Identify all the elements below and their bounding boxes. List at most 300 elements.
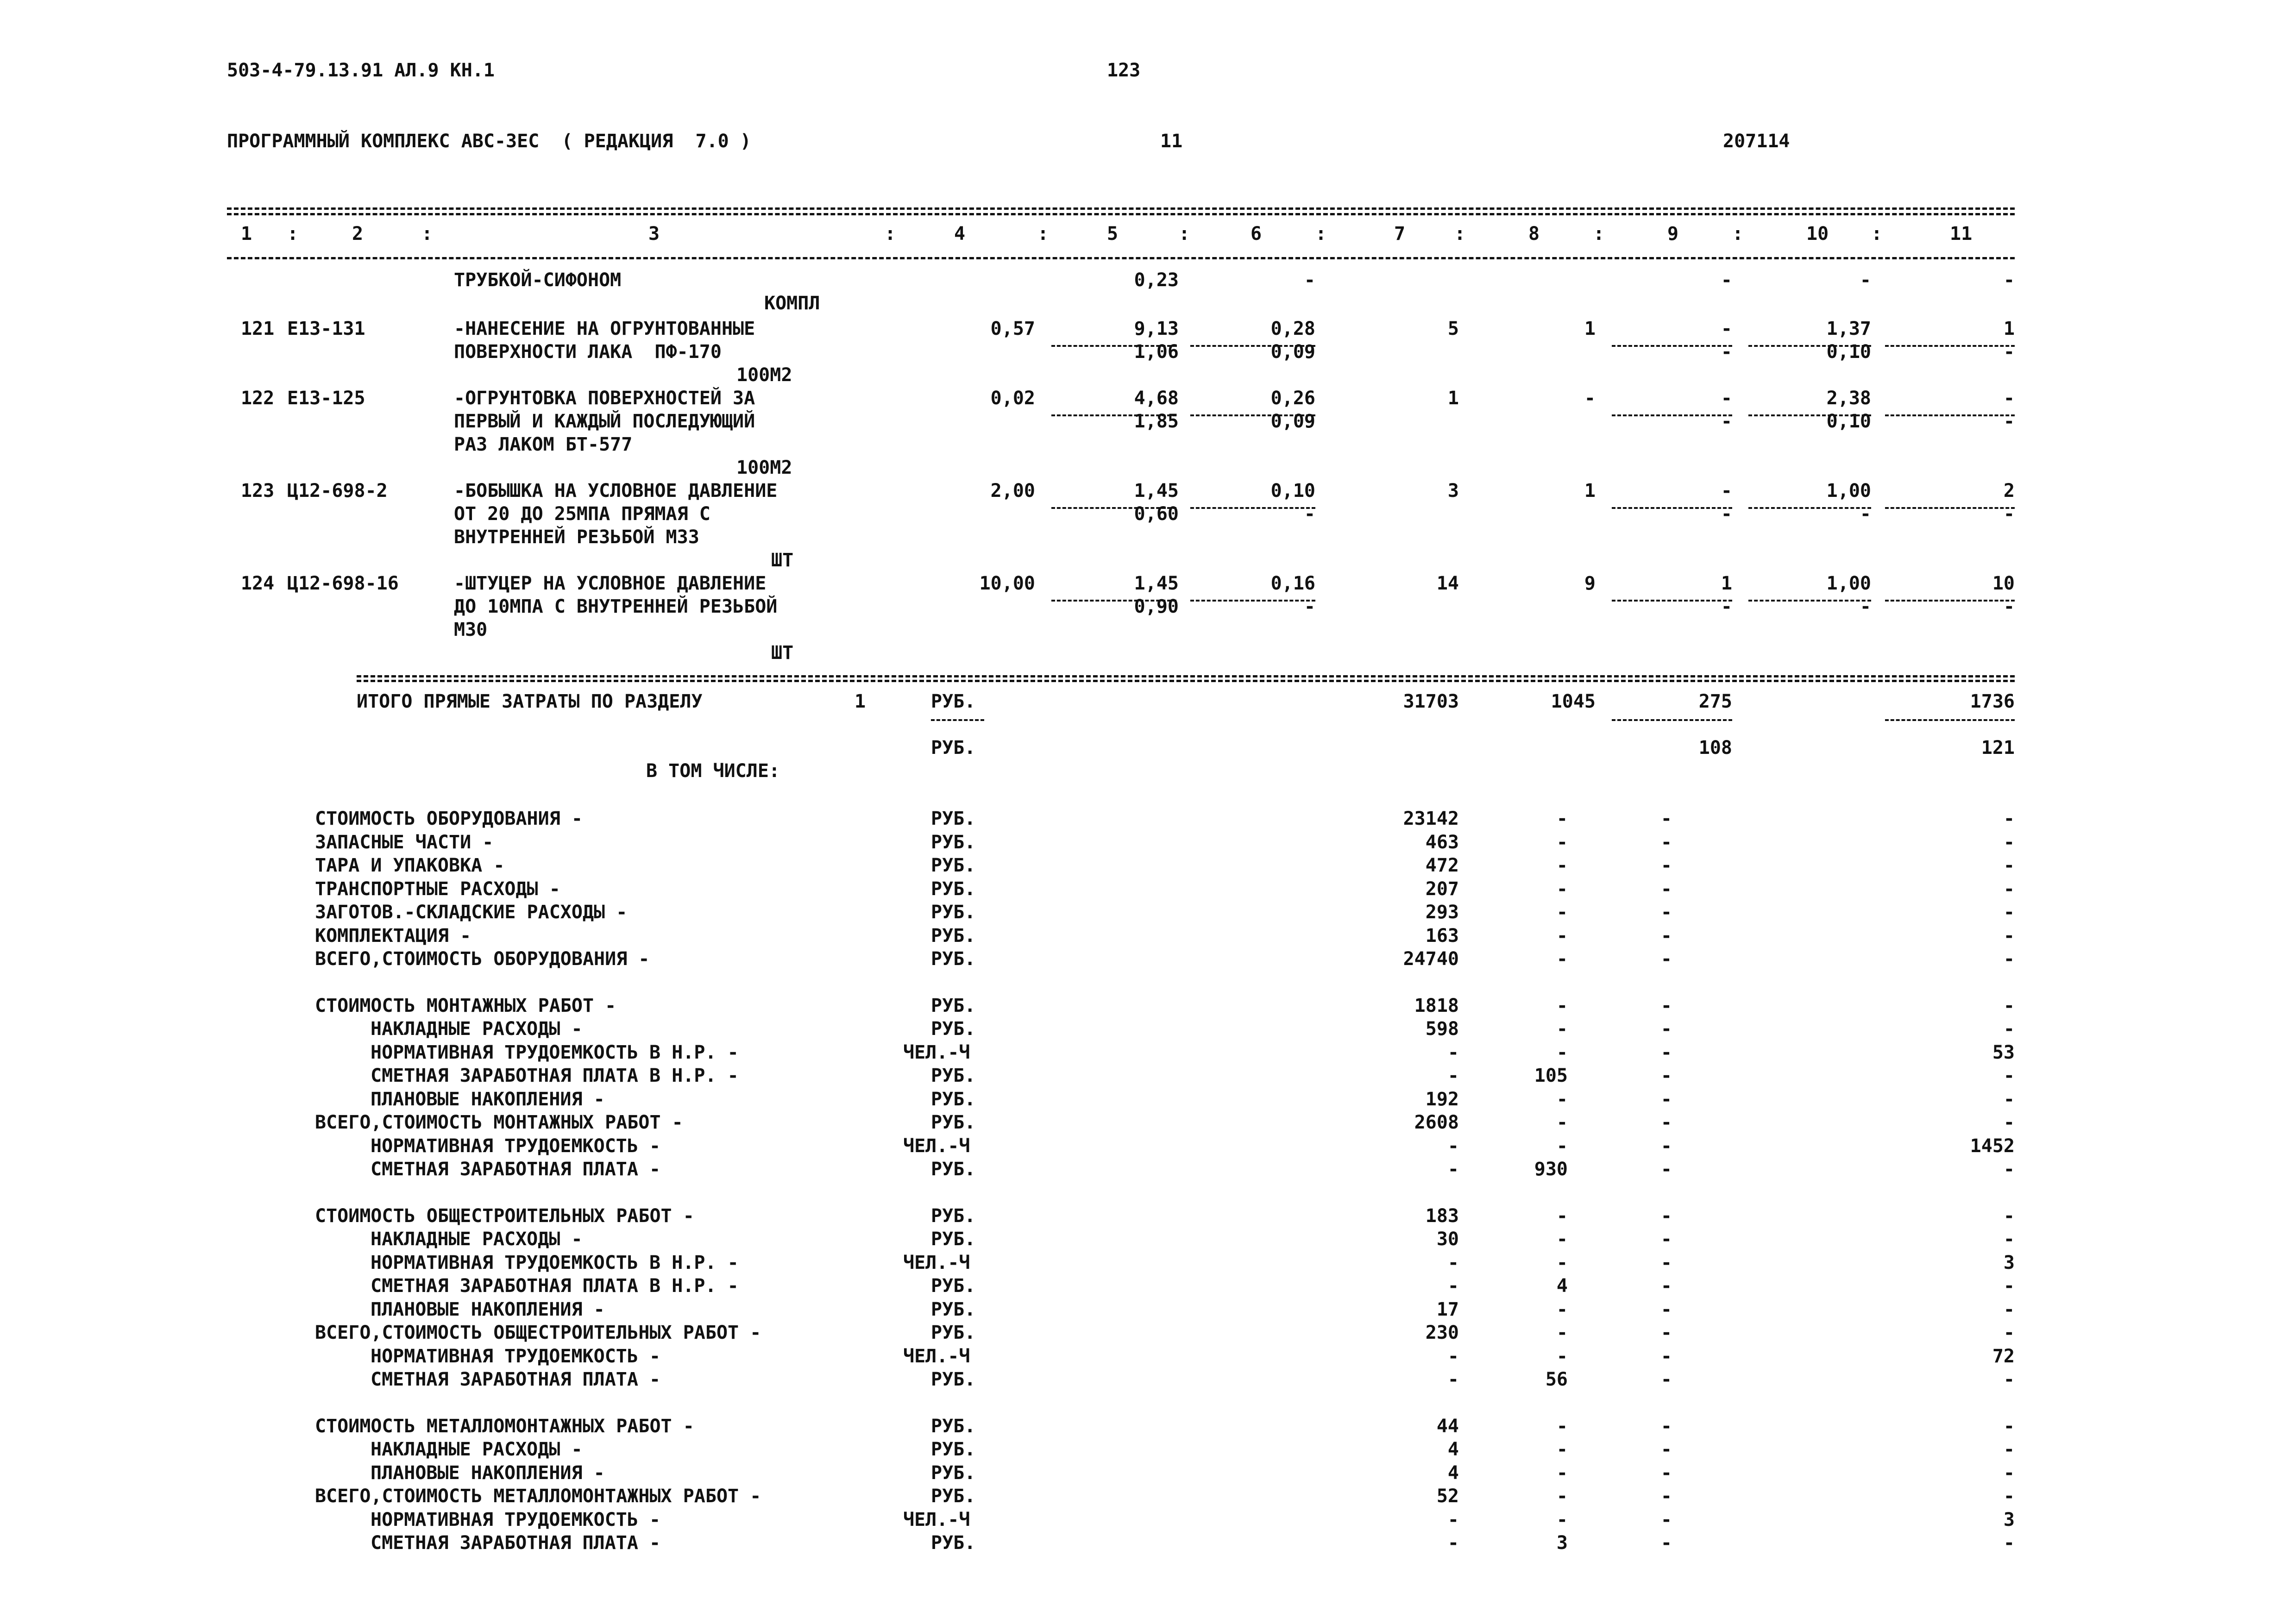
total-c9b: 108 bbox=[1698, 737, 1732, 759]
doc-code: 503-4-79.13.91 АЛ.9 КН.1 bbox=[227, 60, 495, 81]
summary-c11: - bbox=[2003, 1159, 2015, 1180]
work-description: -ОГРУНТОВКА ПОВЕРХНОСТЕЙ ЗА bbox=[454, 388, 755, 409]
summary-label: СТОИМОСТЬ МОНТАЖНЫХ РАБОТ - bbox=[315, 995, 616, 1016]
summary-c11: - bbox=[2003, 1369, 2015, 1390]
value-c6b: - bbox=[1304, 596, 1315, 617]
value-c5b: 0,60 bbox=[1134, 503, 1179, 525]
summary-c9: - bbox=[1660, 1135, 1672, 1157]
summary-c11: - bbox=[2003, 831, 2015, 853]
value-c6b: 0,09 bbox=[1270, 411, 1315, 432]
summary-c7: 472 bbox=[1425, 855, 1459, 876]
summary-unit: РУБ. bbox=[931, 878, 976, 900]
summary-unit: РУБ. bbox=[931, 948, 976, 970]
summary-c8: - bbox=[1556, 1415, 1568, 1437]
summary-c7: 230 bbox=[1425, 1322, 1459, 1343]
summary-unit: ЧЕЛ.-Ч bbox=[903, 1252, 970, 1273]
summary-c7: - bbox=[1447, 1275, 1459, 1297]
summary-c11: - bbox=[2003, 925, 2015, 947]
value-c9: - bbox=[1721, 388, 1732, 409]
summary-c7: 1818 bbox=[1414, 995, 1459, 1016]
value-c8: 9 bbox=[1584, 573, 1596, 594]
summary-c8: - bbox=[1556, 1322, 1568, 1343]
total-c7: 31703 bbox=[1403, 691, 1459, 712]
summary-c7: - bbox=[1447, 1135, 1459, 1157]
summary-c9: - bbox=[1660, 1205, 1672, 1227]
summary-c7: - bbox=[1447, 1065, 1459, 1086]
column-separator: : bbox=[1593, 223, 1605, 245]
value-c4: 0,02 bbox=[990, 388, 1035, 409]
summary-label: НОРМАТИВНАЯ ТРУДОЕМКОСТЬ - bbox=[371, 1345, 661, 1367]
summary-label: ТРАНСПОРТНЫЕ РАСХОДЫ - bbox=[315, 878, 560, 900]
summary-unit: РУБ. bbox=[931, 1532, 976, 1554]
summary-c8: - bbox=[1556, 902, 1568, 923]
summary-label: ЗАГОТОВ.-СКЛАДСКИЕ РАСХОДЫ - bbox=[315, 902, 628, 923]
value-c4: 0,57 bbox=[990, 318, 1035, 339]
summary-c9: - bbox=[1660, 1065, 1672, 1086]
summary-c9: - bbox=[1660, 1509, 1672, 1530]
summary-c8: - bbox=[1556, 1135, 1568, 1157]
summary-c11: 72 bbox=[1992, 1345, 2015, 1367]
value-c8: - bbox=[1584, 388, 1596, 409]
value-c10b: - bbox=[1860, 596, 1871, 617]
work-description: ПЕРВЫЙ И КАЖДЫЙ ПОСЛЕДУЮЩИЙ bbox=[454, 411, 755, 432]
total-sub-rule bbox=[1612, 719, 1732, 721]
column-header-10: 10 bbox=[1806, 223, 1829, 245]
summary-c7: 24740 bbox=[1403, 948, 1459, 970]
summary-c7: 23142 bbox=[1403, 808, 1459, 829]
value-c8: 1 bbox=[1584, 480, 1596, 502]
total-c11: 1736 bbox=[1970, 691, 2015, 712]
summary-c7: - bbox=[1447, 1509, 1459, 1530]
summary-c11: - bbox=[2003, 808, 2015, 829]
value-c6b: 0,09 bbox=[1270, 341, 1315, 363]
summary-unit: РУБ. bbox=[931, 1065, 976, 1086]
value-c10: 1,37 bbox=[1826, 318, 1871, 339]
summary-c8: - bbox=[1556, 1041, 1568, 1063]
work-description: -НАНЕСЕНИЕ НА ОГРУНТОВАННЫЕ bbox=[454, 318, 755, 339]
column-separator: : bbox=[287, 223, 299, 245]
summary-c9: - bbox=[1660, 808, 1672, 829]
summary-c9: - bbox=[1660, 1462, 1672, 1484]
value-c6b: - bbox=[1304, 503, 1315, 525]
value-c10b: 0,10 bbox=[1826, 341, 1871, 363]
header-rule-bottom bbox=[227, 257, 2015, 259]
summary-c7: 4 bbox=[1447, 1462, 1459, 1484]
value-c9b: - bbox=[1721, 596, 1732, 617]
summary-c7: - bbox=[1447, 1252, 1459, 1273]
total-c8: 1045 bbox=[1551, 691, 1596, 712]
summary-c8: - bbox=[1556, 948, 1568, 970]
summary-c11: - bbox=[2003, 1462, 2015, 1484]
summary-unit: РУБ. bbox=[931, 1112, 976, 1133]
summary-label: СМЕТНАЯ ЗАРАБОТНАЯ ПЛАТА - bbox=[371, 1532, 661, 1554]
summary-c9: - bbox=[1660, 1532, 1672, 1554]
rate-code: Ц12-698-2 bbox=[287, 480, 388, 502]
summary-c7: 4 bbox=[1447, 1439, 1459, 1460]
summary-c11: - bbox=[2003, 1018, 2015, 1040]
summary-label: СТОИМОСТЬ ОБОРУДОВАНИЯ - bbox=[315, 808, 583, 829]
summary-c9: - bbox=[1660, 1159, 1672, 1180]
summary-label: ВСЕГО,СТОИМОСТЬ ОБОРУДОВАНИЯ - bbox=[315, 948, 650, 970]
summary-label: ТАРА И УПАКОВКА - bbox=[315, 855, 505, 876]
value-c6: 0,16 bbox=[1270, 573, 1315, 594]
summary-unit: РУБ. bbox=[931, 1229, 976, 1250]
work-description: -ШТУЦЕР НА УСЛОВНОЕ ДАВЛЕНИЕ bbox=[454, 573, 767, 594]
summary-c8: - bbox=[1556, 808, 1568, 829]
summary-unit: РУБ. bbox=[931, 1415, 976, 1437]
summary-c7: 183 bbox=[1425, 1205, 1459, 1227]
summary-c8: - bbox=[1556, 1509, 1568, 1530]
value-c11b: - bbox=[2003, 341, 2015, 363]
value-c5b: 0,23 bbox=[1134, 270, 1179, 291]
summary-c11: - bbox=[2003, 1275, 2015, 1297]
summary-label: СМЕТНАЯ ЗАРАБОТНАЯ ПЛАТА В Н.Р. - bbox=[371, 1065, 739, 1086]
rate-code: Ц12-698-16 bbox=[287, 573, 399, 594]
summary-c9: - bbox=[1660, 1486, 1672, 1507]
summary-c11: - bbox=[2003, 1486, 2015, 1507]
work-description: ТРУБКОЙ-СИФОНОМ bbox=[454, 270, 622, 291]
summary-c9: - bbox=[1660, 1041, 1672, 1063]
summary-c9: - bbox=[1660, 1298, 1672, 1320]
summary-c7: 463 bbox=[1425, 831, 1459, 853]
summary-c11: - bbox=[2003, 855, 2015, 876]
summary-c8: - bbox=[1556, 925, 1568, 947]
total-c11b: 121 bbox=[1981, 737, 2015, 759]
summary-c8: - bbox=[1556, 1486, 1568, 1507]
summary-c8: - bbox=[1556, 1462, 1568, 1484]
summary-c8: - bbox=[1556, 1112, 1568, 1133]
value-c7: 3 bbox=[1447, 480, 1459, 502]
summary-c8: - bbox=[1556, 1345, 1568, 1367]
summary-c8: - bbox=[1556, 1252, 1568, 1273]
summary-unit: ЧЕЛ.-Ч bbox=[903, 1135, 970, 1157]
summary-c7: 192 bbox=[1425, 1088, 1459, 1110]
summary-unit: РУБ. bbox=[931, 1018, 976, 1040]
summary-c11: - bbox=[2003, 1439, 2015, 1460]
summary-c9: - bbox=[1660, 831, 1672, 853]
column-header-11: 11 bbox=[1950, 223, 1973, 245]
summary-c7: 17 bbox=[1436, 1298, 1459, 1320]
value-c9b: - bbox=[1721, 341, 1732, 363]
summary-c8: - bbox=[1556, 1298, 1568, 1320]
value-c9b: - bbox=[1721, 503, 1732, 525]
summary-label: СМЕТНАЯ ЗАРАБОТНАЯ ПЛАТА - bbox=[371, 1159, 661, 1180]
summary-c9: - bbox=[1660, 1322, 1672, 1343]
summary-c9: - bbox=[1660, 1229, 1672, 1250]
summary-label: ПЛАНОВЫЕ НАКОПЛЕНИЯ - bbox=[371, 1462, 605, 1484]
value-c7: 5 bbox=[1447, 318, 1459, 339]
column-separator: : bbox=[1315, 223, 1327, 245]
summary-c8: - bbox=[1556, 1088, 1568, 1110]
rate-code: Е13-125 bbox=[287, 388, 365, 409]
column-header-9: 9 bbox=[1667, 223, 1679, 245]
summary-c11: 3 bbox=[2003, 1509, 2015, 1530]
column-separator: : bbox=[1732, 223, 1744, 245]
summary-c8: - bbox=[1556, 1018, 1568, 1040]
value-c11: 10 bbox=[1992, 573, 2015, 594]
value-c11b: - bbox=[2003, 503, 2015, 525]
including-heading: В ТОМ ЧИСЛЕ: bbox=[646, 760, 780, 782]
rate-code: Е13-131 bbox=[287, 318, 365, 339]
summary-unit: РУБ. bbox=[931, 1439, 976, 1460]
summary-label: СМЕТНАЯ ЗАРАБОТНАЯ ПЛАТА - bbox=[371, 1369, 661, 1390]
summary-c8: 4 bbox=[1556, 1275, 1568, 1297]
total-sub-rule bbox=[1885, 719, 2015, 721]
summary-c8: 930 bbox=[1534, 1159, 1568, 1180]
summary-c7: 163 bbox=[1425, 925, 1459, 947]
summary-c7: - bbox=[1447, 1369, 1459, 1390]
sheet-number: 11 bbox=[1160, 131, 1183, 152]
value-c11: 2 bbox=[2003, 480, 2015, 502]
work-description: ОТ 20 ДО 25МПА ПРЯМАЯ С bbox=[454, 503, 710, 525]
summary-c9: - bbox=[1660, 1275, 1672, 1297]
summary-unit: ЧЕЛ.-Ч bbox=[903, 1345, 970, 1367]
value-c9: - bbox=[1721, 480, 1732, 502]
summary-label: НАКЛАДНЫЕ РАСХОДЫ - bbox=[371, 1229, 583, 1250]
column-separator: : bbox=[1179, 223, 1190, 245]
total-unit: РУБ. bbox=[931, 691, 976, 712]
column-header-6: 6 bbox=[1251, 223, 1262, 245]
summary-label: НАКЛАДНЫЕ РАСХОДЫ - bbox=[371, 1018, 583, 1040]
column-header-1: 1 bbox=[241, 223, 252, 245]
summary-unit: РУБ. bbox=[931, 995, 976, 1016]
summary-unit: РУБ. bbox=[931, 1298, 976, 1320]
summary-c11: - bbox=[2003, 1065, 2015, 1086]
value-c10b: 0,10 bbox=[1826, 411, 1871, 432]
row-number: 123 bbox=[241, 480, 275, 502]
column-header-2: 2 bbox=[352, 223, 364, 245]
summary-unit: РУБ. bbox=[931, 925, 976, 947]
value-c8: 1 bbox=[1584, 318, 1596, 339]
column-separator: : bbox=[421, 223, 433, 245]
work-description: М30 bbox=[454, 619, 488, 640]
value-c9: 1 bbox=[1721, 573, 1732, 594]
summary-label: КОМПЛЕКТАЦИЯ - bbox=[315, 925, 471, 947]
summary-label: ПЛАНОВЫЕ НАКОПЛЕНИЯ - bbox=[371, 1298, 605, 1320]
summary-label: НОРМАТИВНАЯ ТРУДОЕМКОСТЬ В Н.Р. - bbox=[371, 1252, 739, 1273]
summary-c9: - bbox=[1660, 1088, 1672, 1110]
summary-c11: - bbox=[2003, 1298, 2015, 1320]
summary-c8: 3 bbox=[1556, 1532, 1568, 1554]
document-code: 207114 bbox=[1723, 131, 1790, 152]
value-c6: 0,26 bbox=[1270, 388, 1315, 409]
summary-unit: РУБ. bbox=[931, 855, 976, 876]
value-c11b: - bbox=[2003, 596, 2015, 617]
summary-c11: - bbox=[2003, 1205, 2015, 1227]
summary-c7: 30 bbox=[1436, 1229, 1459, 1250]
summary-c9: - bbox=[1660, 995, 1672, 1016]
summary-c11: - bbox=[2003, 878, 2015, 900]
summary-label: СТОИМОСТЬ ОБЩЕСТРОИТЕЛЬНЫХ РАБОТ - bbox=[315, 1205, 694, 1227]
summary-unit: РУБ. bbox=[931, 902, 976, 923]
summary-c8: 105 bbox=[1534, 1065, 1568, 1086]
summary-c9: - bbox=[1660, 1112, 1672, 1133]
summary-unit: РУБ. bbox=[931, 808, 976, 829]
value-c4: 10,00 bbox=[979, 573, 1035, 594]
total-label: ИТОГО ПРЯМЫЕ ЗАТРАТЫ ПО РАЗДЕЛУ bbox=[357, 691, 703, 712]
summary-c8: - bbox=[1556, 1439, 1568, 1460]
value-c5: 1,45 bbox=[1134, 573, 1179, 594]
summary-c7: 52 bbox=[1436, 1486, 1459, 1507]
summary-c11: - bbox=[2003, 1532, 2015, 1554]
column-header-7: 7 bbox=[1394, 223, 1406, 245]
summary-c9: - bbox=[1660, 1018, 1672, 1040]
header-rule-top bbox=[227, 207, 2015, 210]
value-c9b: - bbox=[1721, 411, 1732, 432]
summary-c8: - bbox=[1556, 831, 1568, 853]
summary-c9: - bbox=[1660, 855, 1672, 876]
summary-c11: - bbox=[2003, 1229, 2015, 1250]
summary-label: НОРМАТИВНАЯ ТРУДОЕМКОСТЬ - bbox=[371, 1509, 661, 1530]
column-separator: : bbox=[1454, 223, 1466, 245]
summary-c7: 293 bbox=[1425, 902, 1459, 923]
work-description: -БОБЫШКА НА УСЛОВНОЕ ДАВЛЕНИЕ bbox=[454, 480, 778, 502]
value-c10b: - bbox=[1860, 503, 1871, 525]
value-c4: 2,00 bbox=[990, 480, 1035, 502]
summary-label: ЗАПАСНЫЕ ЧАСТИ - bbox=[315, 831, 494, 853]
summary-label: ВСЕГО,СТОИМОСТЬ ОБЩЕСТРОИТЕЛЬНЫХ РАБОТ - bbox=[315, 1322, 761, 1343]
page-number: 123 bbox=[1107, 60, 1141, 81]
summary-c7: 2608 bbox=[1414, 1112, 1459, 1133]
column-header-4: 4 bbox=[954, 223, 966, 245]
summary-c7: 598 bbox=[1425, 1018, 1459, 1040]
summary-c7: - bbox=[1447, 1532, 1459, 1554]
summary-unit: ЧЕЛ.-Ч bbox=[903, 1509, 970, 1530]
summary-c7: 207 bbox=[1425, 878, 1459, 900]
summary-c11: - bbox=[2003, 1088, 2015, 1110]
value-c10: 2,38 bbox=[1826, 388, 1871, 409]
summary-c11: - bbox=[2003, 1415, 2015, 1437]
row-number: 124 bbox=[241, 573, 275, 594]
summary-label: СТОИМОСТЬ МЕТАЛЛОМОНТАЖНЫХ РАБОТ - bbox=[315, 1415, 694, 1437]
summary-c11: - bbox=[2003, 902, 2015, 923]
summary-c7: - bbox=[1447, 1345, 1459, 1367]
summary-c9: - bbox=[1660, 902, 1672, 923]
value-c6b: - bbox=[1304, 270, 1315, 291]
value-c9b: - bbox=[1721, 270, 1732, 291]
work-description: ПОВЕРХНОСТИ ЛАКА ПФ-170 bbox=[454, 341, 722, 363]
summary-unit: РУБ. bbox=[931, 1275, 976, 1297]
summary-unit: РУБ. bbox=[931, 1088, 976, 1110]
value-c11b: - bbox=[2003, 411, 2015, 432]
summary-label: ПЛАНОВЫЕ НАКОПЛЕНИЯ - bbox=[371, 1088, 605, 1110]
value-c10: 1,00 bbox=[1826, 480, 1871, 502]
measure-unit: ШТ bbox=[771, 550, 794, 571]
summary-label: НОРМАТИВНАЯ ТРУДОЕМКОСТЬ - bbox=[371, 1135, 661, 1157]
summary-label: НОРМАТИВНАЯ ТРУДОЕМКОСТЬ В Н.Р. - bbox=[371, 1041, 739, 1063]
value-c7: 14 bbox=[1436, 573, 1459, 594]
summary-c11: - bbox=[2003, 1112, 2015, 1133]
value-c11: - bbox=[2003, 388, 2015, 409]
program-title: ПРОГРАММНЫЙ КОМПЛЕКС АВС-3ЕС ( РЕДАКЦИЯ 7.0 ) bbox=[227, 131, 751, 152]
summary-unit: РУБ. bbox=[931, 1159, 976, 1180]
summary-unit: РУБ. bbox=[931, 1322, 976, 1343]
measure-unit: 100М2 bbox=[736, 364, 792, 386]
work-description: ДО 10МПА С ВНУТРЕННЕЙ РЕЗЬБОЙ bbox=[454, 596, 778, 617]
value-c5: 9,13 bbox=[1134, 318, 1179, 339]
total-unit-rule bbox=[931, 719, 984, 721]
summary-c9: - bbox=[1660, 1439, 1672, 1460]
column-header-5: 5 bbox=[1107, 223, 1119, 245]
summary-c9: - bbox=[1660, 1345, 1672, 1367]
summary-c11: - bbox=[2003, 995, 2015, 1016]
summary-unit: РУБ. bbox=[931, 1369, 976, 1390]
value-c10b: - bbox=[1860, 270, 1871, 291]
summary-unit: РУБ. bbox=[931, 1462, 976, 1484]
total-section: 1 bbox=[855, 691, 866, 712]
summary-c11: - bbox=[2003, 1322, 2015, 1343]
summary-c9: - bbox=[1660, 1252, 1672, 1273]
row-number: 122 bbox=[241, 388, 275, 409]
measure-unit: ШТ bbox=[771, 642, 794, 664]
value-c11b: - bbox=[2003, 270, 2015, 291]
measure-unit: 100М2 bbox=[736, 457, 792, 478]
row-number: 121 bbox=[241, 318, 275, 339]
value-c5: 4,68 bbox=[1134, 388, 1179, 409]
work-description: РАЗ ЛАКОМ БТ-577 bbox=[454, 434, 633, 455]
summary-c8: - bbox=[1556, 995, 1568, 1016]
summary-c9: - bbox=[1660, 1415, 1672, 1437]
value-c7: 1 bbox=[1447, 388, 1459, 409]
summary-c11: - bbox=[2003, 948, 2015, 970]
column-separator: : bbox=[1037, 223, 1049, 245]
summary-c7: - bbox=[1447, 1159, 1459, 1180]
summary-c11: 1452 bbox=[1970, 1135, 2015, 1157]
summary-unit: РУБ. bbox=[931, 831, 976, 853]
summary-c9: - bbox=[1660, 1369, 1672, 1390]
summary-unit: РУБ. bbox=[931, 1205, 976, 1227]
summary-label: СМЕТНАЯ ЗАРАБОТНАЯ ПЛАТА В Н.Р. - bbox=[371, 1275, 739, 1297]
total-unit-2: РУБ. bbox=[931, 737, 976, 759]
summary-c9: - bbox=[1660, 925, 1672, 947]
summary-label: ВСЕГО,СТОИМОСТЬ МОНТАЖНЫХ РАБОТ - bbox=[315, 1112, 683, 1133]
summary-label: ВСЕГО,СТОИМОСТЬ МЕТАЛЛОМОНТАЖНЫХ РАБОТ - bbox=[315, 1486, 761, 1507]
value-c10: 1,00 bbox=[1826, 573, 1871, 594]
summary-c8: - bbox=[1556, 1205, 1568, 1227]
summary-c9: - bbox=[1660, 948, 1672, 970]
value-c11: 1 bbox=[2003, 318, 2015, 339]
value-c5: 1,45 bbox=[1134, 480, 1179, 502]
total-c9: 275 bbox=[1698, 691, 1732, 712]
summary-c8: - bbox=[1556, 855, 1568, 876]
column-header-8: 8 bbox=[1528, 223, 1540, 245]
value-c5b: 1,85 bbox=[1134, 411, 1179, 432]
total-rule bbox=[357, 675, 2015, 677]
measure-unit: КОМПЛ bbox=[764, 293, 820, 314]
summary-c8: - bbox=[1556, 1229, 1568, 1250]
header-rule-top-2 bbox=[227, 213, 2015, 215]
summary-c11: 53 bbox=[1992, 1041, 2015, 1063]
value-c5b: 0,90 bbox=[1134, 596, 1179, 617]
summary-label: НАКЛАДНЫЕ РАСХОДЫ - bbox=[371, 1439, 583, 1460]
work-description: ВНУТРЕННЕЙ РЕЗЬБОЙ М33 bbox=[454, 527, 699, 548]
summary-c8: - bbox=[1556, 878, 1568, 900]
summary-c7: - bbox=[1447, 1041, 1459, 1063]
summary-c9: - bbox=[1660, 878, 1672, 900]
summary-c8: 56 bbox=[1545, 1369, 1568, 1390]
value-c6: 0,10 bbox=[1270, 480, 1315, 502]
summary-unit: ЧЕЛ.-Ч bbox=[903, 1041, 970, 1063]
total-rule-2 bbox=[357, 680, 2015, 682]
value-c6: 0,28 bbox=[1270, 318, 1315, 339]
column-separator: : bbox=[885, 223, 896, 245]
column-separator: : bbox=[1871, 223, 1883, 245]
summary-c7: 44 bbox=[1436, 1415, 1459, 1437]
column-header-3: 3 bbox=[648, 223, 660, 245]
summary-unit: РУБ. bbox=[931, 1486, 976, 1507]
value-c9: - bbox=[1721, 318, 1732, 339]
summary-c11: 3 bbox=[2003, 1252, 2015, 1273]
